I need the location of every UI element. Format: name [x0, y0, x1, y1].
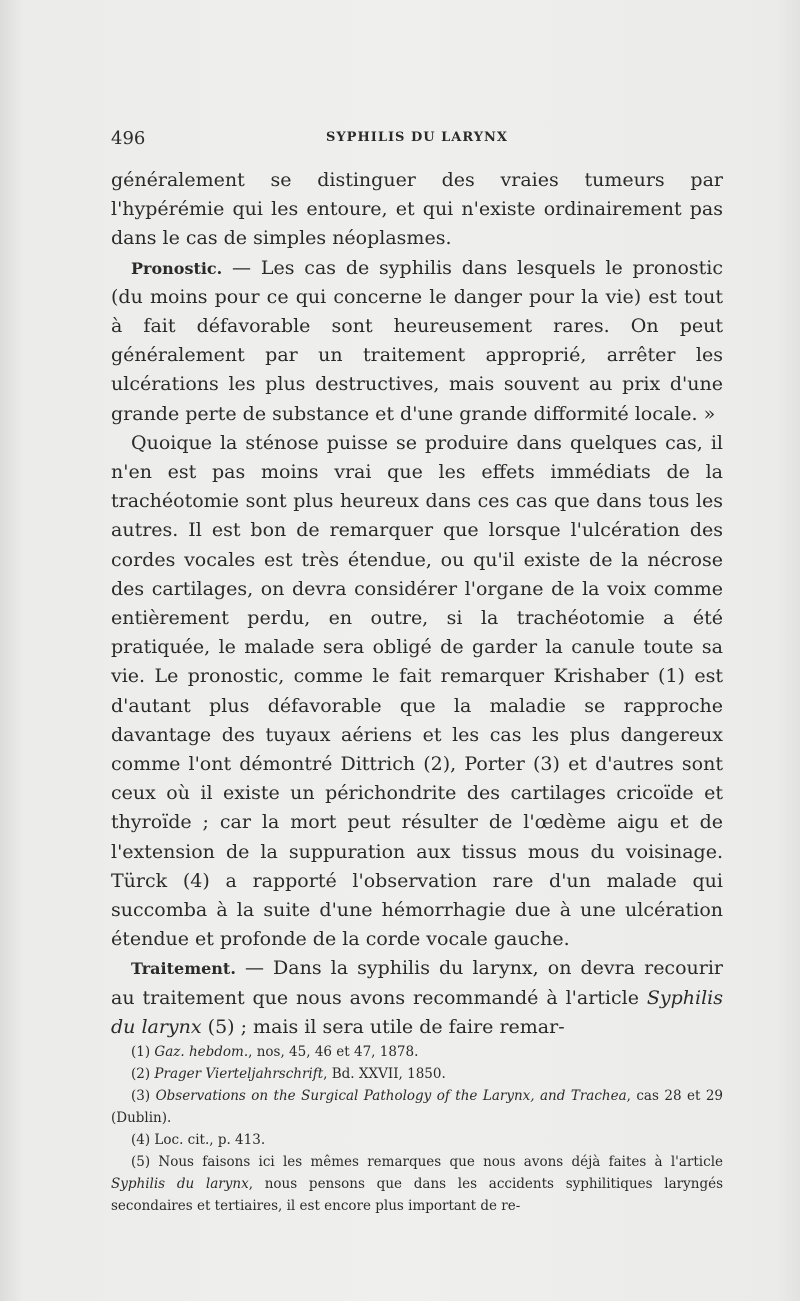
footnote-4: (4) Loc. cit., p. 413.: [131, 1132, 266, 1148]
section-lead-traitement: Traitement.: [131, 959, 236, 979]
footnote-2: (2) Prager Vierteljahrschrift, Bd. XXVII, 1850.: [131, 1066, 446, 1082]
footnotes: [111, 1041, 723, 1217]
paragraph-traitement: Traitement. — Dans la syphilis du larynx, on devra recourir au traitement que nous avons recommandé à l'article Syphilis du larynx (5) ; mais il sera utile de faire remar-: [111, 957, 723, 1038]
italic-reference: Syphilis du larynx: [111, 986, 723, 1038]
page-number: 496: [111, 128, 146, 149]
footnote-3: (3) Observations on the Surgical Pathology of the Larynx, and Trachea, cas 28 et 29 (Dublin).: [111, 1088, 724, 1126]
section-lead-pronostic: Pronostic.: [131, 258, 223, 278]
paragraph-pronostic: Pronostic. — Les cas de syphilis dans lesquels le pronostic (du moins pour ce qui concerne le danger pour la vie) est tout à fait défavorable sont heureusement rares. On peut généralement par un traitement approprié, arrêter les ulcérations les plus destructives, mais souvent au prix d'une grande perte de substance et d'une grande difformité locale. »: [111, 256, 723, 425]
running-title: SYPHILIS DU LARYNX: [326, 130, 508, 145]
footnote-5: (5) Nous faisons ici les mêmes remarques que nous avons déjà faites à l'article Syphilis du larynx, nous pensons que dans les accidents syphilitiques laryngés secondaires et tertiaires, il est encore plus important de re-: [111, 1154, 724, 1214]
footnote-1: (1) Gaz. hebdom., nos, 45, 46 et 47, 1878.: [131, 1044, 419, 1060]
paragraph-continuation: généralement se distinguer des vraies tumeurs par l'hypérémie qui les entoure, et qui n'existe ordinairement pas dans le cas de simples néoplasmes.: [111, 169, 723, 250]
main-text: [111, 166, 723, 1042]
paragraph-stenose: Quoique la sténose puisse se produire dans quelques cas, il n'en est pas moins vrai que les effets immédiats de la trachéotomie sont plus heureux dans ces cas que dans tous les autres. Il est bon de remarquer que lorsque l'ulcération des cordes vocales est très étendue, ou qu'il existe de la nécrose des cartilages, on devra considérer l'organe de la voix comme entièrement perdu, en outre, si la trachéotomie a été pratiquée, le malade sera obligé de garder la canule toute sa vie. Le pronostic, comme le fait remarquer Krishaber (1) est d'autant plus défavorable que la maladie se rapproche davantage des tuyaux aériens et les cas les plus dangereux comme l'ont démontré Dittrich (2), Porter (3) et d'autres sont ceux où il existe un périchondrite des cartilages cricoïde et thyroïde ; car la mort peut résulter de l'œdème aigu et de l'extension de la suppuration aux tissus mous du voisinage. Türck (4) a rapporté l'observation rare d'un malade qui succomba à la suite d'une hémorrhagie due à une ulcération étendue et profonde de la corde vocale gauche.: [111, 431, 723, 951]
page-header: [111, 128, 723, 158]
